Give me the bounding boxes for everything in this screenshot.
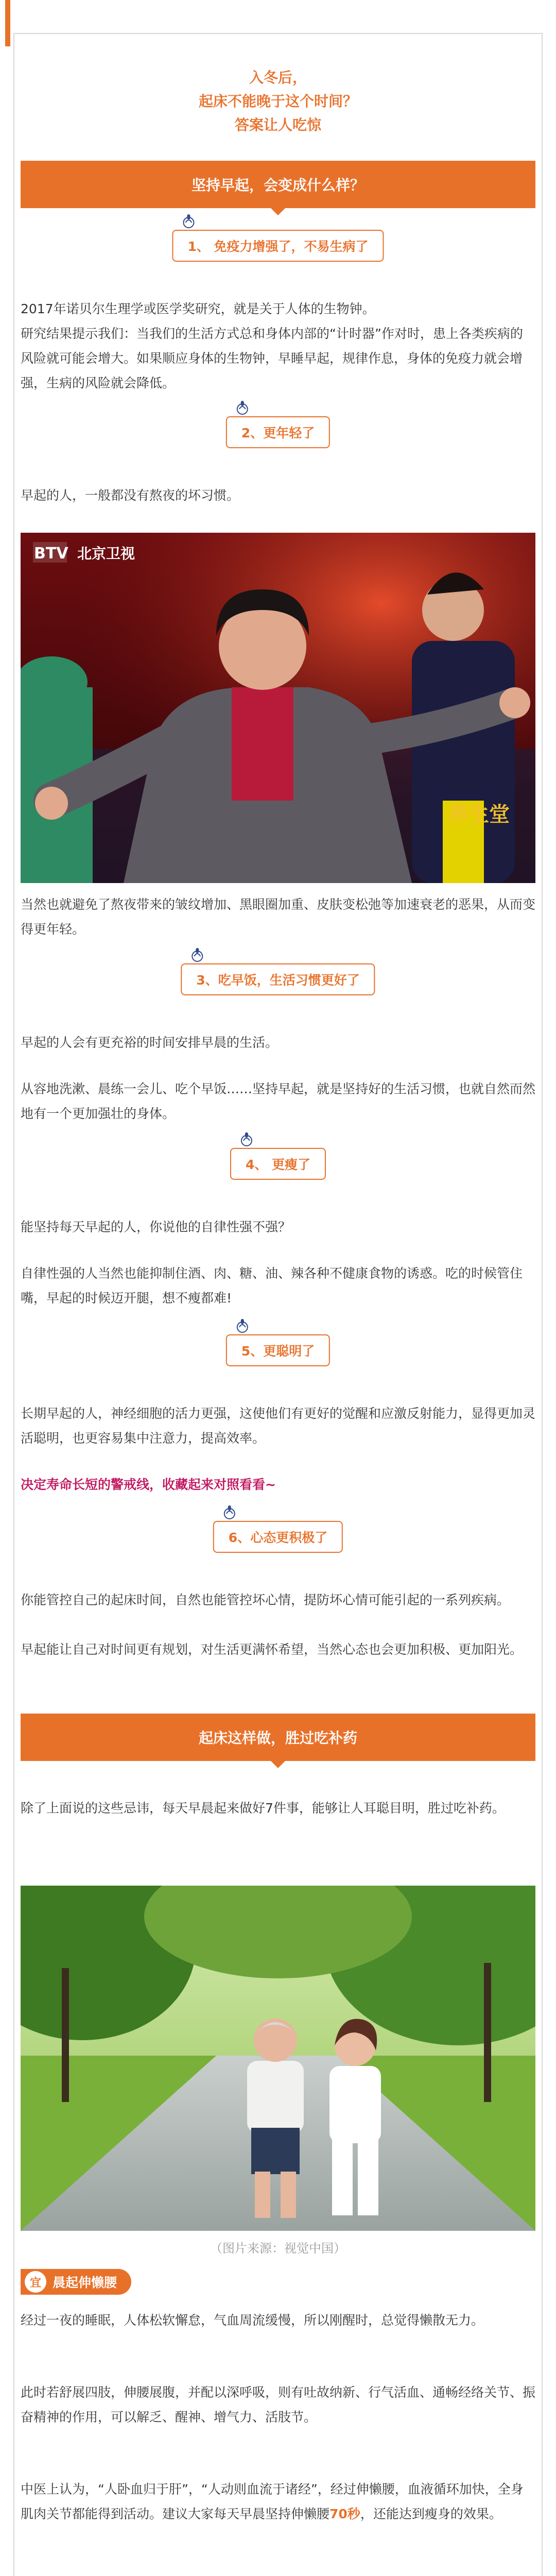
hand-icon [238, 1131, 255, 1148]
show-logo: 养生堂 [448, 802, 510, 826]
tag-younger [226, 416, 330, 448]
tag-habits-label: 3、吃早饭，生活习惯更好了 [196, 973, 360, 988]
paragraph-1: 2017年诺贝尔生理学或医学奖研究，就是关于人体的生物钟。 [21, 301, 375, 316]
intro-heading [21, 66, 535, 137]
paragraph-11: 你能管控自己的起床时间，自然也能管控坏心情，提防坏心情可能引起的一系列疾病。 [21, 1592, 510, 1607]
image-caption: （图片来源：视觉中国） [210, 2241, 346, 2256]
tag-positive [213, 1521, 343, 1553]
tag-immunity-label: 1、 免疫力增强了，不易生病了 [187, 239, 369, 254]
paragraph-15: 此时若舒展四肢，伸腰展腹，并配以深呼吸，则有吐故纳新、行气活血、通畅经络关节、振奋精神的作用，可以解乏、醒神、增气力、活肢节。 [21, 2385, 536, 2425]
paragraph-16 [21, 2477, 535, 2527]
accent-mark [5, 0, 10, 46]
hand-icon [180, 213, 197, 230]
paragraph-16-text-c: ，还能达到瘦身的效果。 [360, 2506, 502, 2521]
paragraph-8: 自律性强的人当然也能抑制住酒、肉、糖、油、辣各种不健康食物的诱惑。吃的时候管住嘴，早起的时候迈开腿，想不瘦都难! [21, 1266, 523, 1306]
hand-icon [189, 947, 205, 963]
intro-line-1: 入冬后， [249, 69, 307, 86]
top-bar [0, 0, 556, 33]
paragraph-4: 当然也就避免了熬夜带来的皱纹增加、黑眼圈加重、皮肤变松弛等加速衰老的恶果，从而变得更年轻。 [21, 897, 536, 937]
park-walk-illustration [21, 1886, 535, 2231]
hand-icon [221, 1504, 238, 1521]
paragraph-7: 能坚持每天早起的人，你说他的自律性强不强？ [21, 1219, 291, 1234]
tip-chip [21, 2269, 131, 2295]
tv-show-image [21, 533, 535, 883]
tag-younger-label: 2、更年轻了 [241, 426, 315, 440]
paragraph-13: 除了上面说的这些忌讳，每天早晨起来做好7件事，能够让人耳聪目明，胜过吃补药。 [21, 1801, 505, 1816]
tag-smarter [226, 1334, 330, 1366]
section-banner-1: 坚持早起，会变成什么样？ [21, 161, 535, 208]
paragraph-16-text-a: 中医上认为，“人卧血归于肝”，“人动则血流于诸经”，经过伸懒腰，血液循环加快，全身肌肉关节都能得到活动。建议大家每天早晨坚持伸懒腰 [21, 2482, 524, 2521]
tag-smarter-label: 5、更聪明了 [241, 1344, 315, 1359]
tag-positive-label: 6、心态更积极了 [228, 1530, 328, 1545]
chip-label: 晨起伸懒腰 [53, 2275, 117, 2290]
park-walk-image [21, 1886, 535, 2231]
paragraph-12: 早起能让自己对时间更有规划，对生活更满怀希望，当然心态也会更加积极、更加阳光。 [21, 1642, 523, 1657]
section-banner-2: 起床这样做，胜过吃补药 [21, 1714, 535, 1761]
tv-show-illustration [21, 533, 535, 883]
paragraph-3: 早起的人，一般都没有熬夜的坏习惯。 [21, 488, 240, 503]
intro-line-3: 答案让人吃惊 [234, 116, 321, 133]
chip-icon: 宜 [25, 2271, 46, 2293]
paragraph-2: 研究结果提示我们：当我们的生活方式总和身体内部的“计时器”作对时，患上各类疾病的风险就可能会增大。如果顺应身体的生物钟，早睡早起，规律作息，身体的免疫力就会增强，生病的风险就会降低。 [21, 326, 523, 391]
paragraph-16-highlight: 70秒 [329, 2506, 360, 2521]
hand-icon [234, 1318, 251, 1334]
hand-icon [234, 400, 251, 416]
intro-line-2: 起床不能晚于这个时间？ [198, 93, 357, 110]
tag-habits [181, 963, 375, 995]
tag-immunity [172, 230, 384, 262]
paragraph-6: 从容地洗漱、晨练一会儿、吃个早饭……坚持早起，就是坚持好的生活习惯，也就自然而然地有一个更加强壮的身体。 [21, 1081, 536, 1121]
paragraph-9: 长期早起的人，神经细胞的活力更强，这使他们有更好的觉醒和应激反射能力，显得更加灵活聪明，也更容易集中注意力，提高效率。 [21, 1406, 536, 1446]
tag-slimmer-label: 4、 更瘦了 [245, 1157, 311, 1172]
tag-slimmer [230, 1148, 326, 1180]
highlight-link[interactable]: 决定寿命长短的警戒线，收藏起来对照看看~ [21, 1477, 276, 1492]
channel-logo: 北京卫视 [77, 545, 135, 562]
paragraph-14: 经过一夜的睡眠，人体松软懈怠，气血周流缓慢，所以刚醒时，总觉得懒散无力。 [21, 2313, 484, 2328]
btv-logo: BTV [34, 545, 68, 563]
paragraph-5: 早起的人会有更充裕的时间安排早晨的生活。 [21, 1035, 279, 1050]
